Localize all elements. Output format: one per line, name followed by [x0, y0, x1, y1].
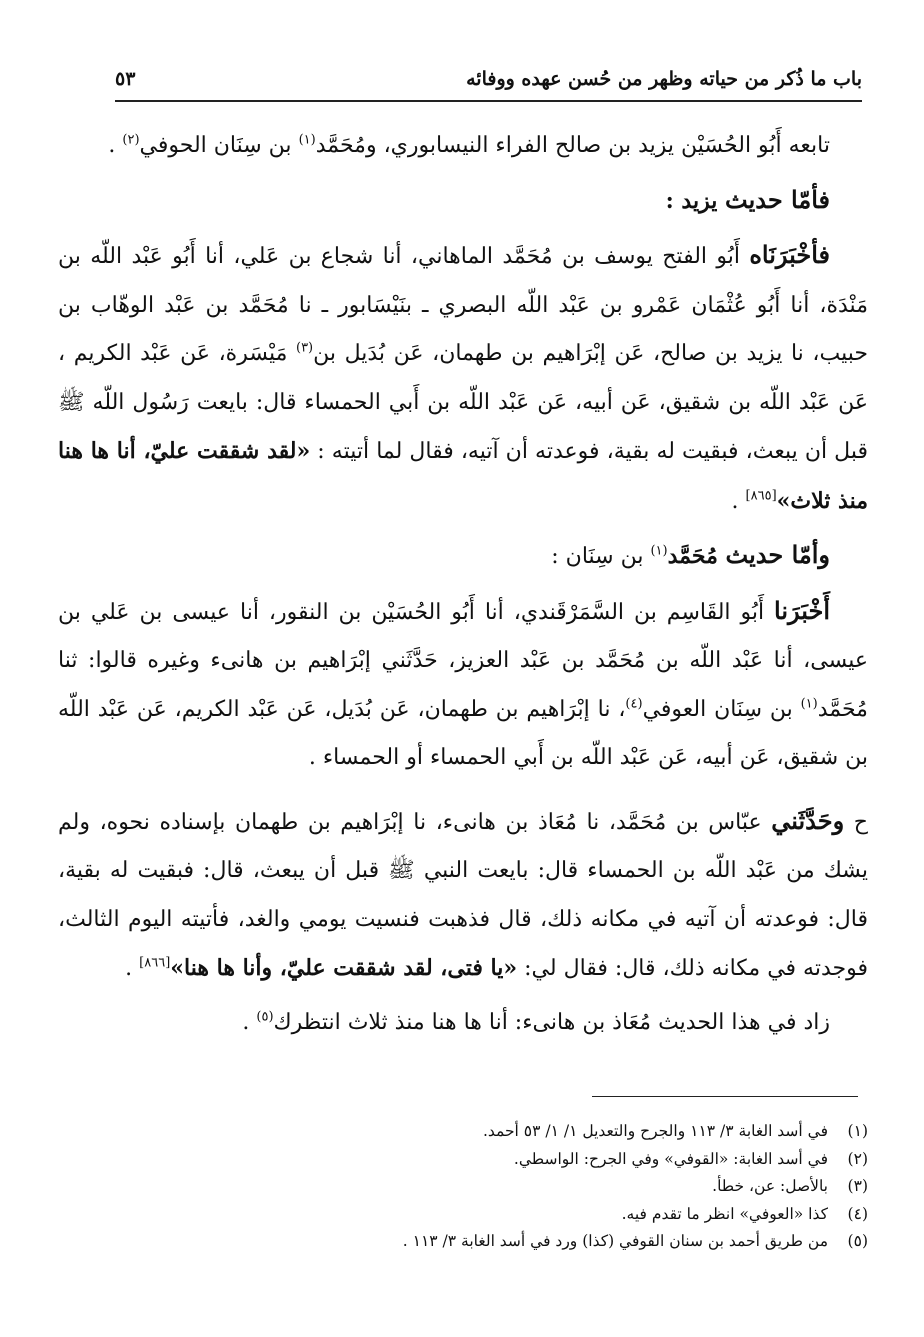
lead-word: وأمّا حديث — [725, 540, 830, 569]
bold-text: يزيد : — [665, 187, 725, 214]
paragraph-abbas-isnad — [58, 797, 868, 994]
footnotes — [68, 1118, 868, 1256]
footnote-reference: (٤) — [625, 696, 643, 712]
paragraph-muadh-addition — [58, 999, 868, 1048]
text-run: زاد في هذا الحديث مُعَاذ بن هانىء: أنا ها هنا منذ ثلاث انتظرك — [273, 1009, 830, 1035]
footnote-number: (٢) — [847, 1149, 868, 1168]
footnote — [68, 1201, 868, 1229]
text-run: ، نا إبْرَاهيم بن طهمان، عَن بُدَيل، عَن عَبْد الكريم، عَن عَبْد اللّه بن شقيق، عَن أبيه، عَن عَبْد اللّه بن أَبي الحمساء أو الحمساء . — [58, 696, 868, 770]
page-number: ٥٣ — [115, 68, 136, 90]
footnote-reference: (٥) — [256, 1009, 274, 1025]
footnote-text: في أسد الغابة ٣/ ١١٣ والجرح والتعديل ١/ ١/ ٥٣ أحمد. — [482, 1122, 828, 1140]
text-run: أَبُو القَاسِم بن السَّمَرْقَندي، أنا أَبُو الحُسَيْن بن النقور، أنا عيسى بن عَلي بن عيسى، أنا عَبْد اللّه بن مُحَمَّد بن عَبْد العزيز، حَدَّثَني إبْرَاهيم بن هانىء وغيره قالوا: ثنا مُحَمَّد — [58, 599, 868, 722]
footnote-number: (١) — [847, 1122, 868, 1140]
text-run: . — [108, 133, 123, 158]
footnote — [68, 1228, 868, 1256]
footnote-separator — [592, 1096, 858, 1097]
bold-text: مُحَمَّد — [667, 543, 726, 569]
main-text — [58, 122, 868, 1047]
footnote-reference: (١) — [800, 696, 818, 712]
footnote-text: كذا «العوفي» انظر ما تقدم فيه. — [621, 1204, 828, 1223]
footnote-reference: [٨٦٦] — [139, 955, 171, 971]
paragraph-mutaba — [58, 122, 868, 171]
bold-text: «لقد شققت عليّ، أنا ها هنا منذ ثلاث» — [58, 438, 868, 514]
footnote-reference: (١) — [650, 543, 668, 559]
text-run: بن سِنَان الحوفي — [139, 133, 299, 158]
paragraph-muhammad-isnad — [58, 587, 868, 783]
bold-text: «يا فتى، لقد شققت عليّ، وأنا ها هنا» — [170, 955, 518, 981]
text-run: تابعه أَبُو الحُسَيْن يزيد بن صالح الفراء النيسابوري، ومُحَمَّد — [315, 133, 830, 158]
heading-muhammad-hadith — [58, 531, 868, 582]
text-run: . — [242, 1009, 257, 1035]
footnote-text: في أسد الغابة: «القوفي» وفي الجرح: الواسطي. — [513, 1149, 828, 1168]
text-run: مَيْسَرة، عَن عَبْد الكريم ، عَن عَبْد اللّه بن شقيق، عَن أبيه، عَن عَبْد اللّه بن أَبي الحمساء قال: بايعت رَسُول اللّه ﷺ قبل أن يبعث، فبقيت له بقية، فوعدته أن آتيه، فقال لما أتيته : — [58, 341, 868, 464]
text-run: أَبُو الفتح يوسف بن مُحَمَّد الماهاني، أنا شجاع بن عَلي، أنا أَبُو عَبْد اللّه بن مَنْدَة، أنا أَبُو عُثْمَان عَمْرو بن عَبْد اللّه البصري ـ بنَيْسَابور ـ نا مُحَمَّد بن عَبْد الوهّاب بن حبيب، نا يزيد بن صالح، عَن إبْرَاهيم بن طهمان، عَن بُدَيل بن — [58, 244, 868, 366]
footnote-reference: (٣) — [295, 340, 314, 356]
chapter-title: باب ما ذُكر من حياته وظهر من حُسن عهده ووفائه — [466, 68, 862, 90]
lead-word: أَخْبَرَنا — [774, 595, 830, 625]
paragraph-yazid-isnad — [58, 231, 868, 526]
text-run: . — [125, 956, 140, 981]
footnote-reference: [٨٦٥] — [745, 488, 777, 504]
text-run: بن سِنَان العوفي — [642, 696, 801, 722]
text-run: ح — [844, 809, 868, 835]
lead-word: فأخْبَرَنَاه — [749, 240, 830, 269]
footnote — [68, 1146, 868, 1174]
footnote — [68, 1118, 868, 1146]
footnote-number: (٤) — [847, 1204, 868, 1223]
text-run: . — [731, 488, 746, 514]
footnote-text: من طريق أحمد بن سنان القوفي (كذا) ورد في أسد الغابة ٣/ ١١٣ . — [402, 1232, 828, 1250]
text-run: عبّاس بن مُحَمَّد، نا مُعَاذ بن هانىء، نا إبْرَاهيم بن طهمان بإسناده نحوه، ولم يشك من عَبْد اللّه بن الحمساء قال: بايعت النبي ﷺ قبل أن يبعث، قال: فبقيت له بقية، قال: فوعدته أن آتيه في مكانه ذلك، قال فذهبت فنسيت يومي والغد، فأتيته اليوم الثالث، فوجدته في مكانه ذلك، قال: فقال لي: — [58, 809, 868, 981]
footnote-reference: (١) — [298, 132, 316, 148]
footnote-reference: (٢) — [122, 132, 140, 148]
lead-word: وحَدَّثَني — [771, 805, 845, 835]
footnote-text: بالأصل: عن، خطأ. — [712, 1177, 828, 1195]
footnote-number: (٥) — [847, 1232, 868, 1250]
text-run: بن سِنَان : — [551, 544, 651, 569]
footnote — [68, 1173, 868, 1201]
footnote-number: (٣) — [847, 1177, 868, 1195]
heading-yazid-hadith — [58, 176, 868, 227]
lead-word: فأمّا حديث — [725, 184, 830, 214]
running-header — [115, 66, 862, 102]
